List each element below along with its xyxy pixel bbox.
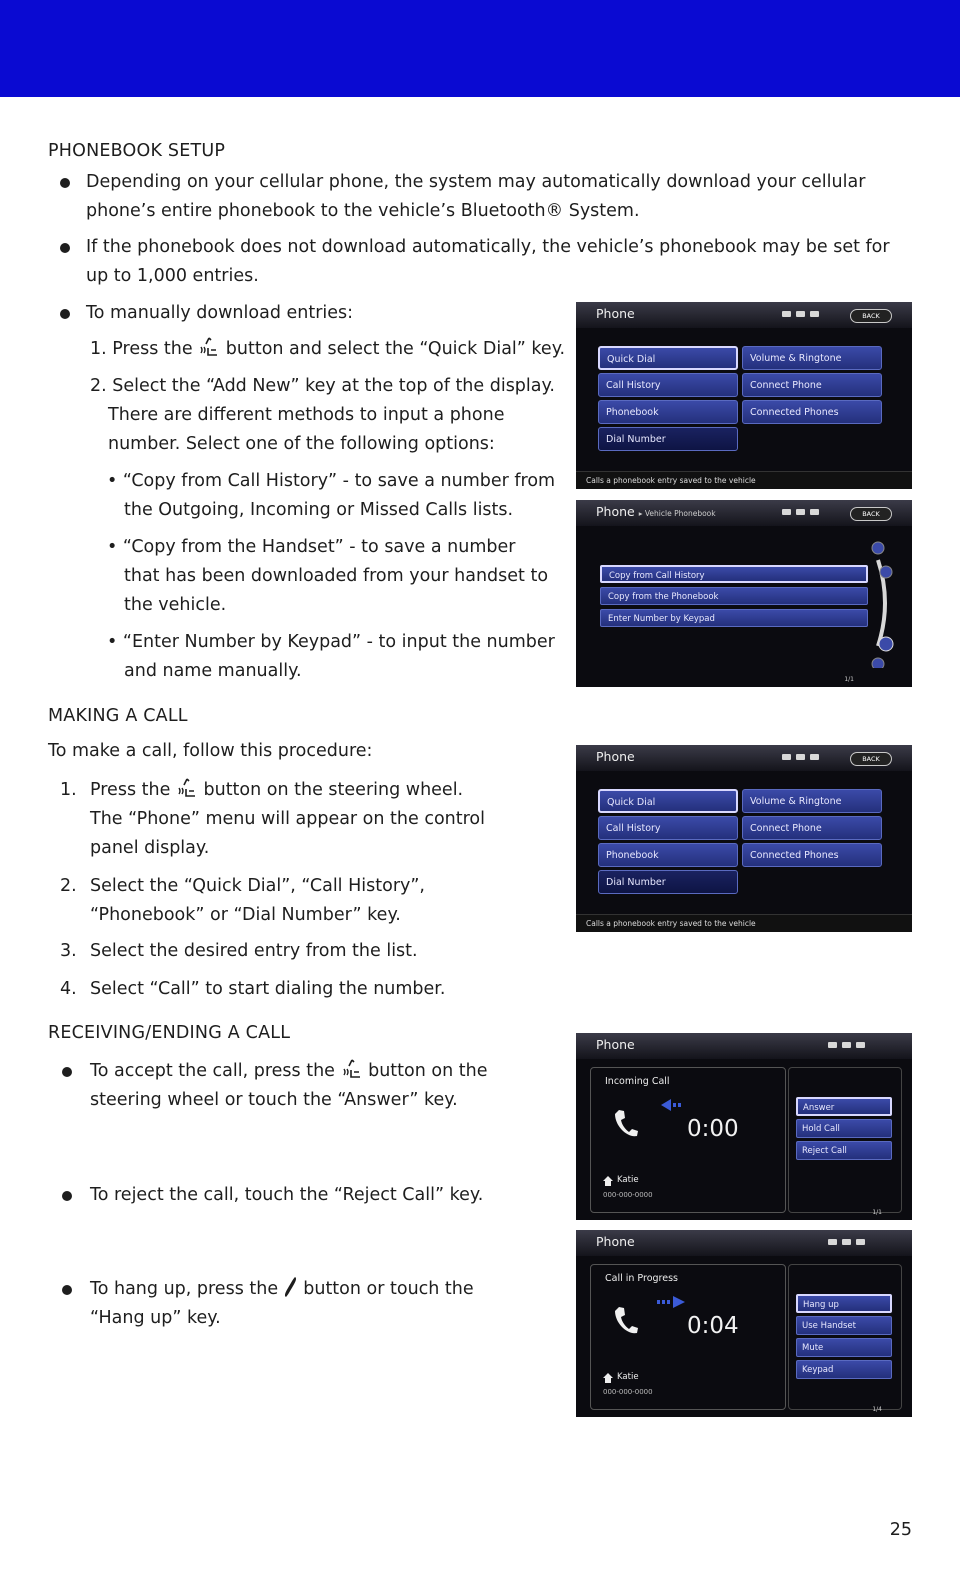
intro-text: To make a call, follow this procedure:	[48, 741, 373, 761]
step-text-part: 1. Press the	[90, 339, 193, 359]
call-status-title: Incoming Call	[605, 1076, 670, 1087]
screen-title	[596, 504, 716, 519]
option-text: • “Copy from the Handset” - to save a number	[107, 537, 516, 557]
bullet-text: To reject the call, touch the “Reject Call” key.	[90, 1185, 484, 1205]
bullet-text-part: To accept the call, press the	[90, 1061, 335, 1081]
incoming-arrow-icon	[661, 1098, 683, 1112]
call-actions-panel	[788, 1264, 902, 1410]
mute-button[interactable]: Mute	[796, 1338, 892, 1357]
voice-talk-icon	[198, 336, 220, 358]
screen-footer-hint: Calls a phonebook entry saved to the vehicle	[576, 914, 912, 932]
battery-icon	[796, 509, 805, 515]
voice-talk-icon	[341, 1058, 363, 1080]
step-text: The “Phone” menu will appear on the control	[90, 809, 485, 829]
step-text: 2. Select the “Add New” key at the top of the display.	[90, 376, 555, 396]
signal-icon	[810, 754, 819, 760]
screen-title: Phone	[596, 1234, 635, 1249]
phone-handset-icon	[613, 1305, 639, 1335]
home-icon	[603, 1176, 613, 1186]
connected-phones-button[interactable]: Connected Phones	[742, 400, 882, 424]
step-text: “Phonebook” or “Dial Number” key.	[90, 905, 401, 925]
bullet-icon	[60, 178, 70, 188]
bullet-text: phone’s entire phonebook to the vehicle’s Bluetooth® System.	[86, 201, 640, 221]
quick-dial-button[interactable]: Quick Dial	[598, 789, 738, 813]
step-text: There are different methods to input a phone	[108, 405, 505, 425]
call-timer: 0:00	[687, 1116, 739, 1142]
dial-number-button[interactable]: Dial Number	[598, 427, 738, 451]
enter-number-keypad-item[interactable]: Enter Number by Keypad	[600, 609, 868, 627]
section-heading-phonebook: PHONEBOOK SETUP	[48, 141, 226, 161]
bullet-text: If the phonebook does not download automatically, the vehicle’s phonebook may be set for	[86, 237, 890, 257]
scrollbar[interactable]	[868, 538, 904, 668]
bullet-icon	[60, 243, 70, 253]
bullet-text: “Hang up” key.	[90, 1308, 221, 1328]
step-number: 2.	[60, 876, 77, 896]
screen-title: Phone	[596, 306, 635, 321]
bullet-icon	[62, 1067, 72, 1077]
bullet-text-part: button on the	[368, 1061, 488, 1081]
battery-icon	[796, 311, 805, 317]
keypad-button[interactable]: Keypad	[796, 1360, 892, 1379]
reject-call-button[interactable]: Reject Call	[796, 1141, 892, 1160]
step-text: panel display.	[90, 838, 210, 858]
back-button[interactable]: BACK	[850, 507, 892, 521]
step-text	[90, 335, 565, 364]
step-number: 3.	[60, 941, 77, 961]
bullet-text-part: button or touch the	[303, 1279, 474, 1299]
section-heading-receiving: RECEIVING/ENDING A CALL	[48, 1023, 291, 1043]
hang-up-icon	[284, 1276, 298, 1298]
copy-phonebook-item[interactable]: Copy from the Phonebook	[600, 587, 868, 605]
home-icon	[603, 1373, 613, 1383]
step-text: Select the “Quick Dial”, “Call History”,	[90, 876, 425, 896]
screen-phone-menu	[576, 302, 912, 489]
step-text: Select “Call” to start dialing the number.	[90, 979, 446, 999]
hold-call-button[interactable]: Hold Call	[796, 1119, 892, 1138]
screen-title-text: Phone	[596, 504, 635, 519]
back-button[interactable]: BACK	[850, 752, 892, 766]
battery-icon	[842, 1239, 851, 1245]
phone-handset-icon	[613, 1108, 639, 1138]
volume-ringtone-button[interactable]: Volume & Ringtone	[742, 789, 882, 813]
call-status-title: Call in Progress	[605, 1273, 678, 1284]
caller-name: Katie	[617, 1175, 639, 1185]
caller-number: 000-000-0000	[603, 1191, 653, 1199]
screen-incoming-call	[576, 1033, 912, 1220]
connect-phone-button[interactable]: Connect Phone	[742, 816, 882, 840]
option-text: and name manually.	[124, 661, 302, 681]
bluetooth-status-icon	[828, 1042, 837, 1048]
screen-footer-hint: Calls a phonebook entry saved to the vehicle	[576, 471, 912, 489]
screen-call-in-progress	[576, 1230, 912, 1417]
call-info-box	[590, 1067, 786, 1213]
signal-icon	[856, 1042, 865, 1048]
bullet-icon	[60, 309, 70, 319]
bullet-text: steering wheel or touch the “Answer” key.	[90, 1090, 458, 1110]
bluetooth-status-icon	[782, 754, 791, 760]
screen-subtitle: ▸ Vehicle Phonebook	[638, 509, 716, 518]
bullet-text	[90, 1275, 474, 1304]
option-text: that has been downloaded from your handset to	[124, 566, 549, 586]
bluetooth-status-icon	[828, 1239, 837, 1245]
connected-phones-button[interactable]: Connected Phones	[742, 843, 882, 867]
bullet-text: Depending on your cellular phone, the system may automatically download your cellular	[86, 172, 866, 192]
header-band	[0, 0, 960, 97]
option-text: • “Copy from Call History” - to save a number from	[107, 471, 556, 491]
screen-title: Phone	[596, 1037, 635, 1052]
back-button[interactable]: BACK	[850, 309, 892, 323]
option-text: the vehicle.	[124, 595, 227, 615]
connect-phone-button[interactable]: Connect Phone	[742, 373, 882, 397]
section-heading-making: MAKING A CALL	[48, 706, 188, 726]
bullet-icon	[62, 1285, 72, 1295]
bullet-text: up to 1,000 entries.	[86, 266, 259, 286]
phonebook-button[interactable]: Phonebook	[598, 843, 738, 867]
caller-number: 000-000-0000	[603, 1388, 653, 1396]
volume-ringtone-button[interactable]: Volume & Ringtone	[742, 346, 882, 370]
bullet-text-part: To hang up, press the	[90, 1279, 279, 1299]
bullet-icon	[62, 1191, 72, 1201]
option-text: the Outgoing, Incoming or Missed Calls lists.	[124, 500, 514, 520]
outgoing-arrow-icon	[657, 1295, 687, 1309]
page-indicator: 1/1	[872, 1209, 882, 1216]
step-number: 4.	[60, 979, 77, 999]
battery-icon	[796, 754, 805, 760]
call-info-box	[590, 1264, 786, 1410]
call-actions-panel	[788, 1067, 902, 1213]
voice-talk-icon	[176, 777, 198, 799]
use-handset-button[interactable]: Use Handset	[796, 1316, 892, 1335]
call-timer: 0:04	[687, 1313, 739, 1339]
step-text: number. Select one of the following options:	[108, 434, 495, 454]
bluetooth-status-icon	[782, 311, 791, 317]
step-number: 1.	[60, 780, 77, 800]
signal-icon	[810, 311, 819, 317]
signal-icon	[856, 1239, 865, 1245]
phonebook-button[interactable]: Phonebook	[598, 400, 738, 424]
battery-icon	[842, 1042, 851, 1048]
page-indicator: 1/4	[872, 1406, 882, 1413]
screen-title: Phone	[596, 749, 635, 764]
step-text-part: button and select the “Quick Dial” key.	[225, 339, 566, 359]
quick-dial-button[interactable]: Quick Dial	[598, 346, 738, 370]
hang-up-button[interactable]: Hang up	[796, 1294, 892, 1313]
step-text	[90, 776, 463, 805]
answer-button[interactable]: Answer	[796, 1097, 892, 1116]
step-text-part: Press the	[90, 780, 171, 800]
caller-name: Katie	[617, 1372, 639, 1382]
call-history-button[interactable]: Call History	[598, 373, 738, 397]
copy-call-history-item[interactable]: Copy from Call History	[600, 565, 868, 583]
page-number: 25	[889, 1520, 912, 1540]
step-text: Select the desired entry from the list.	[90, 941, 418, 961]
bluetooth-status-icon	[782, 509, 791, 515]
dial-number-button[interactable]: Dial Number	[598, 870, 738, 894]
signal-icon	[810, 509, 819, 515]
call-history-button[interactable]: Call History	[598, 816, 738, 840]
screen-phone-menu	[576, 745, 912, 932]
page-indicator: 1/1	[844, 676, 854, 683]
bullet-text: To manually download entries:	[86, 303, 354, 323]
option-text: • “Enter Number by Keypad” - to input the number	[107, 632, 555, 652]
screen-vehicle-phonebook	[576, 500, 912, 687]
step-text-part: button on the steering wheel.	[203, 780, 464, 800]
bullet-text	[90, 1057, 487, 1086]
